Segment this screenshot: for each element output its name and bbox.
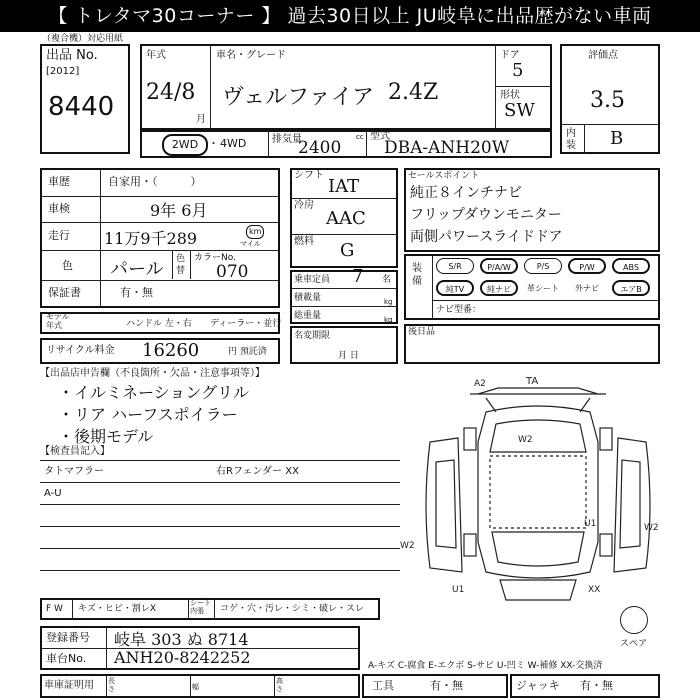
fw-value: キズ・ヒビ・割レX: [78, 604, 156, 614]
mark-u1-right: U1: [584, 519, 597, 529]
inspector-note-2-left: A-U: [44, 488, 62, 499]
displacement-value: 2400: [298, 138, 342, 158]
year-label: 年式: [146, 50, 166, 61]
mileage-unit-mile: マイル: [240, 240, 261, 248]
inspection-value: 9年 6月: [150, 201, 208, 220]
sales-point-2: フリップダウンモニター: [410, 207, 562, 223]
certificate-height: 高さ: [276, 677, 283, 693]
year-value: 24/8: [146, 80, 196, 105]
warranty-label: 保証書: [48, 286, 81, 299]
color-value: パール: [110, 259, 164, 280]
mark-w2-roof: W2: [518, 435, 533, 445]
equip-airbag: エアB: [612, 280, 650, 296]
sales-point-3: 両側パワースライドドア: [410, 229, 563, 245]
equip-paw: P/A/W: [480, 258, 518, 274]
doors-label: ドア: [500, 50, 520, 61]
exhibitor-note-2: ・リア ハーフスポイラー: [58, 405, 238, 424]
exhibitor-note-1: ・イルミネーショングリル: [58, 383, 250, 402]
color-code: 070: [216, 262, 249, 282]
displacement-unit: cc: [356, 133, 364, 141]
weight-label: 総重量: [294, 311, 322, 321]
mark-w2-left: W2: [400, 541, 415, 551]
recycle-unit: 円 預託済: [228, 347, 267, 357]
fuel-value: G: [340, 240, 355, 261]
interior-label: 内装: [566, 128, 576, 151]
shift-value: IAT: [328, 176, 360, 197]
equip-pw: P/W: [568, 258, 606, 274]
lot-label: 出品 No.: [46, 48, 98, 63]
inspector-notes-label: 【検査員記入】: [40, 446, 110, 457]
spare-label: スペア: [620, 639, 648, 649]
mark-u1-front: U1: [452, 585, 465, 595]
equipment-label: 装備: [412, 263, 422, 287]
seat-label: シート内張: [190, 599, 211, 615]
warranty-value: 有・無: [120, 286, 153, 299]
exhibitor-note-3: ・後期モデル: [58, 427, 154, 446]
lot-year-tag: [2012]: [46, 66, 80, 77]
score-value: 3.5: [590, 88, 625, 113]
exhibitor-notes-label: 【出品店申告欄（不良箇所・欠品・注意事項等）】: [40, 368, 265, 379]
mark-xx-front: XX: [588, 585, 601, 595]
color-change-label: 色替: [176, 254, 186, 276]
jack-value: 有・無: [580, 679, 613, 692]
paper-note: （複合機）対応用紙: [42, 34, 124, 44]
handle-label: ハンドル 左・右: [126, 319, 192, 329]
tools-value: 有・無: [430, 679, 463, 692]
car-grade: 2.4Z: [388, 80, 439, 105]
equip-navi: 純ナビ: [480, 280, 518, 296]
banner-title: 【 トレタマ30コーナー 】 過去30日以上 JU岐阜に出品歴がない車両: [0, 0, 700, 32]
jack-label: ジャッキ: [516, 679, 560, 692]
navi-model-label: ナビ型番：: [436, 305, 482, 315]
weight-unit: kg: [384, 316, 393, 324]
mark-ta: TA: [526, 376, 539, 387]
chassis-label: 車台No.: [46, 652, 87, 665]
color-label: 色: [62, 259, 73, 272]
equip-sr: S/R: [436, 258, 474, 274]
aftermarket-label: 後日品: [408, 327, 436, 337]
history-label: 車歴: [48, 175, 70, 188]
sales-points-label: セールスポイント: [408, 171, 480, 181]
lot-number: 8440: [48, 92, 115, 122]
capacity-label: 乗車定員: [294, 275, 331, 285]
shape-label: 形状: [500, 90, 520, 101]
recycle-value: 16260: [142, 340, 200, 361]
history-value: 自家用・（ ）: [108, 175, 202, 188]
mileage-unit-km: km: [246, 225, 264, 239]
load-unit: kg: [384, 298, 393, 306]
registration-value: 岐阜 303 ぬ 8714: [114, 630, 249, 649]
color-code-label: カラーNo.: [194, 253, 236, 263]
reg-change-unit: 月 日: [338, 351, 359, 361]
load-label: 積載量: [294, 293, 322, 303]
sales-point-1: 純正８インチナビ: [410, 185, 522, 201]
tools-label: 工具: [372, 679, 394, 692]
mileage-value: 11万9千289: [104, 229, 198, 248]
dealer-label: ディーラー・並行: [210, 319, 282, 329]
equip-ext-navi: 外ナビ: [575, 284, 599, 293]
doors-value: 5: [512, 60, 524, 81]
fuel-label: 燃料: [294, 236, 314, 247]
equip-ps: P/S: [524, 258, 562, 274]
model-label: 型式: [370, 131, 390, 142]
fw-label: F W: [46, 604, 63, 614]
certificate-length: 長さ: [108, 677, 115, 693]
model-value: DBA-ANH20W: [384, 138, 510, 158]
aircon-value: AAC: [326, 208, 366, 229]
spare-tire-icon: [620, 606, 648, 634]
chassis-value: ANH20-8242252: [114, 648, 251, 667]
capacity-unit: 名: [382, 275, 392, 285]
model-year-label: モデル年式: [46, 312, 70, 330]
legend: A-キズ C-腐食 E-エクボ S-サビ U-凹ミ W-補修 XX-交換済: [368, 661, 603, 671]
aftermarket-box: [404, 324, 660, 364]
inspector-note-1-right: 右Rフェンダー XX: [216, 466, 299, 477]
seat-value: コゲ・穴・汚レ・シミ・破レ・スレ: [220, 604, 365, 614]
reg-change-label: 名変期限: [294, 331, 331, 341]
certificate-label: 車庫証明用: [44, 680, 94, 691]
shape-value: SW: [504, 100, 535, 121]
displacement-label: 排気量: [272, 134, 302, 145]
mark-a2: A2: [474, 379, 486, 389]
certificate-width: 幅: [192, 683, 199, 691]
car-name: ヴェルファイア: [222, 85, 375, 110]
shift-label: シフト: [294, 170, 324, 181]
mark-w2-right: W2: [644, 523, 659, 533]
interior-value: B: [610, 128, 624, 149]
inspection-label: 車検: [48, 202, 70, 215]
year-month-unit: 月: [196, 114, 206, 125]
recycle-label: リサイクル料金: [46, 345, 115, 356]
aircon-label: 冷房: [294, 200, 314, 211]
score-label: 評価点: [588, 50, 618, 61]
capacity-value: 7: [352, 266, 364, 287]
equip-leather: 革シート: [527, 284, 559, 293]
drive-2wd: 2WD: [162, 134, 208, 156]
inspector-note-1-left: タトマフラー: [44, 466, 104, 477]
equip-abs: ABS: [612, 258, 650, 274]
equip-tv: 純TV: [436, 280, 474, 296]
mileage-label: 走行: [48, 229, 70, 242]
car-damage-diagram: [400, 372, 680, 612]
drive-4wd: 4WD: [220, 137, 247, 150]
name-label: 車名・グレード: [216, 50, 286, 61]
registration-label: 登録番号: [46, 631, 90, 644]
